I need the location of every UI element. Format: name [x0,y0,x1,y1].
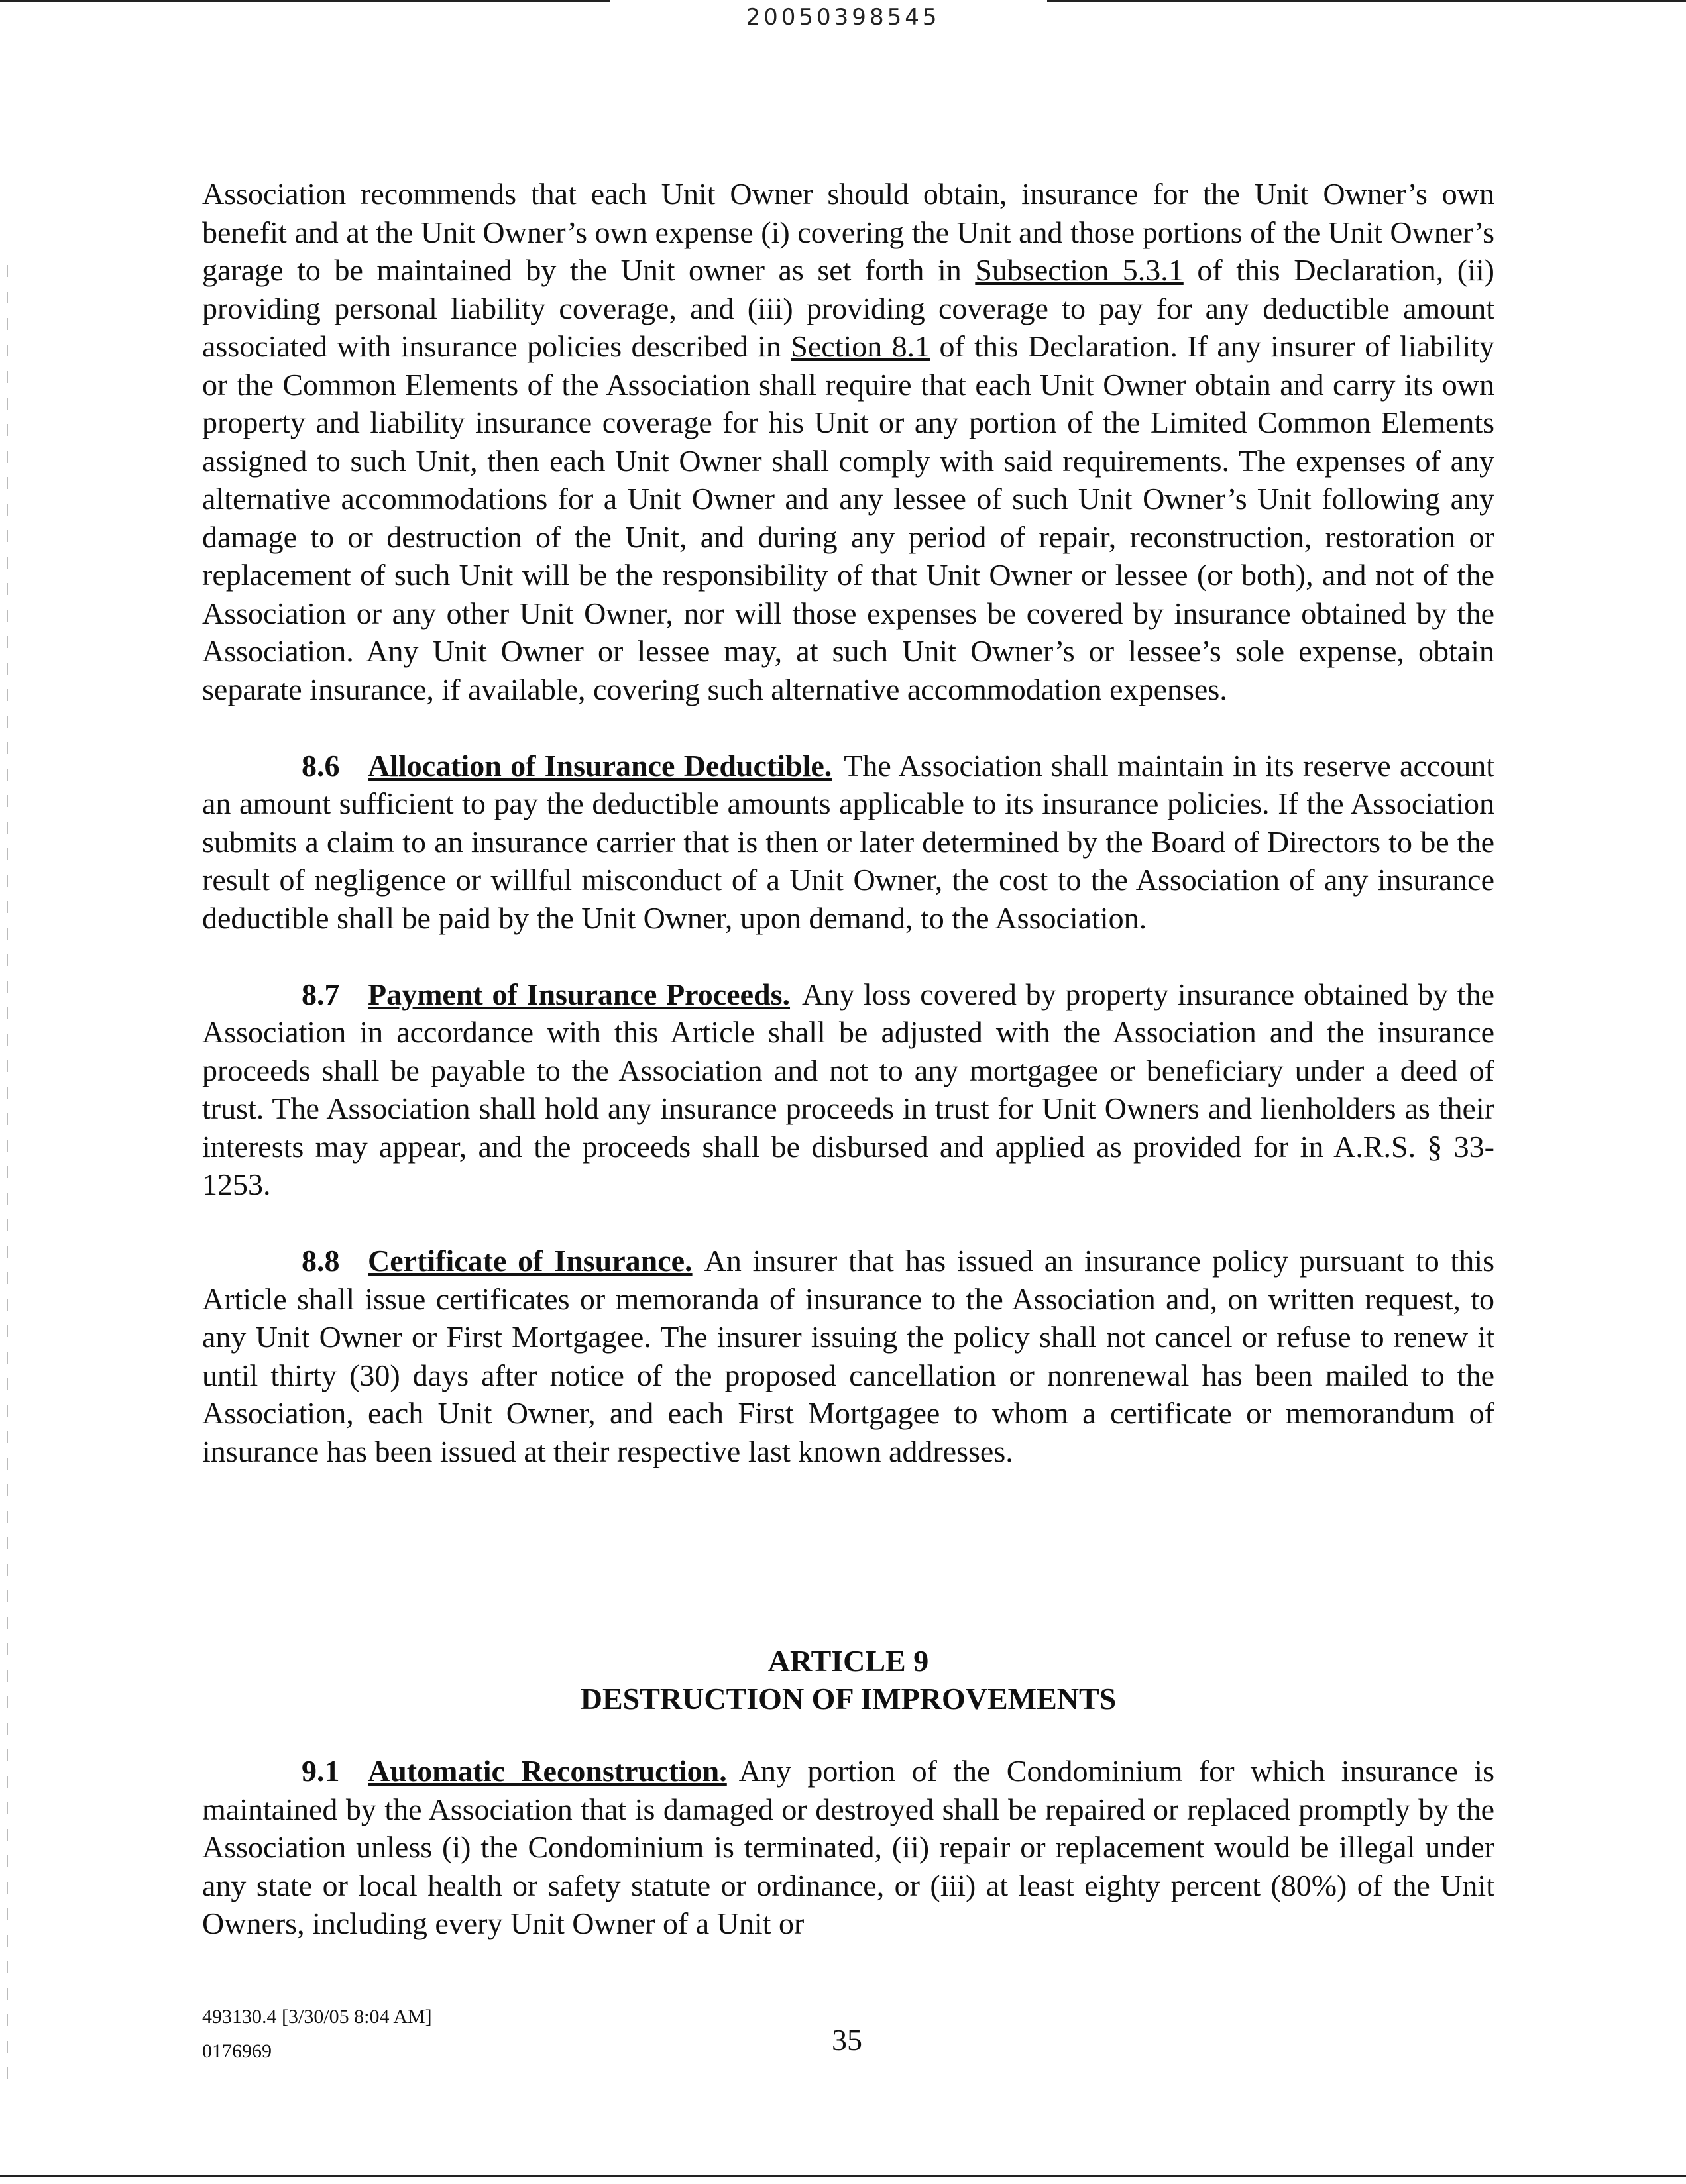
section-reference: Section 8.1 [791,329,930,363]
section-9-1 [202,1752,1494,1943]
article-9-body [202,1752,1494,1943]
section-8-6 [202,747,1494,938]
article-label: ARTICLE 9 [767,1644,929,1678]
intro-text-1: Association recommends that each Unit Owner should obtain, insurance for the Unit Owner’s own benefit and at the Unit Owner’s own expense (i) covering the Unit and those portions of the Unit Owner’s garage to be maintained by the Unit owner as set forth in [202,177,1494,287]
section-title: Allocation of Insurance Deductible. [368,748,832,783]
top-rule-right [1047,0,1686,2]
article-heading [202,1642,1494,1718]
section-number: 8.8 [302,1244,340,1278]
section-number: 8.6 [302,748,340,783]
section-8-7 [202,975,1494,1204]
intro-text-3: of this Declaration. If any insurer of liability or the Common Elements of the Association shall require that each Unit Owner obtain and carry its own property and liability insurance coverage for his Unit or any portion of the Limited Common Elements assigned to such Unit, then each Unit Owner shall comply with said requirements. The expenses of any alternative accommodations for a Unit Owner and any lessee of such Unit Owner’s Unit following any damage to or destruction of the Unit, and during any period of repair, reconstruction, restoration or replacement of such Unit will be the responsibility of that Unit Owner or lessee (or both), and not of the Association or any other Unit Owner, nor will those expenses be covered by insurance obtained by the Association. Any Unit Owner or lessee may, at such Unit Owner’s or lessee’s sole expense, obtain separate insurance, if available, covering such alternative accommodation expenses. [202,329,1494,706]
section-title: Certificate of Insurance. [368,1244,693,1278]
recording-number: 20050398545 [746,4,940,30]
article-title: DESTRUCTION OF IMPROVEMENTS [580,1682,1117,1716]
subsection-reference: Subsection 5.3.1 [975,253,1184,287]
section-text: An insurer that has issued an insurance policy pursuant to this Article shall issue certificates or memoranda of insurance to the Association and, on written request, to any Unit Owner or First Mortgagee. The insurer issuing the policy shall not cancel or refuse to renew it until thirty (30) days after notice of the proposed cancellation or nonrenewal has been mailed to the Association, each Unit Owner, and each First Mortgagee to whom a certificate or memorandum of insurance has been issued at their respective last known addresses. [202,1244,1494,1468]
section-number: 9.1 [302,1754,340,1788]
page-number: 35 [832,2023,862,2057]
section-text: The Association shall maintain in its reserve account an amount sufficient to pay the deductible amounts applicable to its insurance policies. If the Association submits a claim to an insurance carrier that is then or later determined by the Board of Directors to be the result of negligence or willful misconduct of a Unit Owner, the cost to the Association of any insurance deductible shall be paid by the Unit Owner, upon demand, to the Association. [202,748,1494,935]
section-8-8 [202,1242,1494,1470]
section-number: 8.7 [302,977,340,1011]
intro-text-2: of this Declaration, (ii) providing personal liability coverage, and (iii) providing coverage to pay for any deductible amount associated with insurance policies described in [202,253,1494,363]
section-text: Any portion of the Condominium for which insurance is maintained by the Association that is damaged or destroyed shall be repaired or replaced promptly by the Association unless (i) the Condominium is terminated, (ii) repair or replacement would be illegal under any state or local health or safety statute or ordinance, or (iii) at least eighty percent (80%) of the Unit Owners, including every Unit Owner of a Unit or [202,1754,1494,1940]
section-text: Any loss covered by property insurance obtained by the Association in accordance with this Article shall be adjusted with the Association and the insurance proceeds shall be payable to the Association and not to any mortgagee or beneficiary under a deed of trust. The Association shall hold any insurance proceeds in trust for Unit Owners and lienholders as their interests may appear, and the proceeds shall be disbursed and applied as provided for in A.R.S. § 33-1253. [202,977,1494,1201]
section-title: Payment of Insurance Proceeds. [368,977,791,1011]
top-rule-left [0,0,610,2]
file-number: 0176969 [202,2040,272,2062]
document-reference: 493130.4 [3/30/05 8:04 AM] [202,2006,432,2028]
section-title: Automatic Reconstruction. [368,1754,727,1788]
scan-margin-line [7,265,8,2081]
main-body [202,175,1494,1470]
footer-left [202,2000,432,2069]
bottom-rule [0,2175,1686,2177]
intro-paragraph [202,175,1494,708]
